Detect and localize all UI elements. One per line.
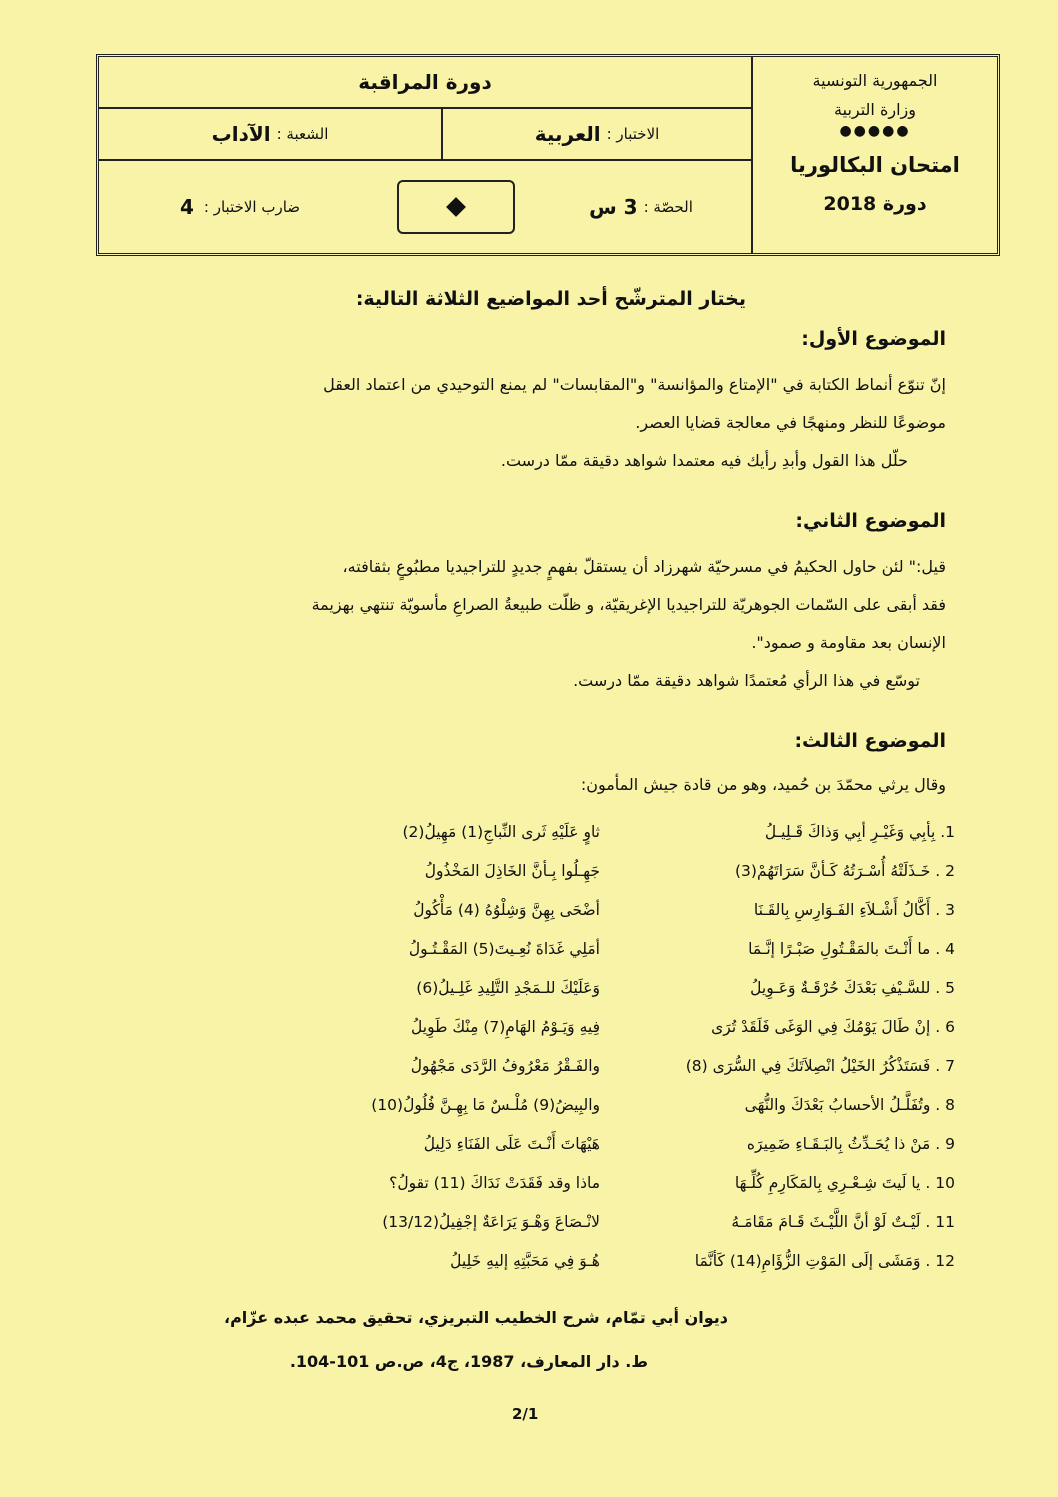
subject2-line2: فقد أبقى على السّمات الجوهريّة للتراجيديا الإغريقيّة، و ظلّت طبيعةُ الصراعِ مأسويّة تنتهي بهزيمة — [311, 595, 946, 614]
verse-sadr: 12 . وَمَشَى إلَى المَوْتِ الزُّؤَامِ(14) كَأنَّمَا — [694, 1251, 955, 1270]
branch-label: الشعبة : — [276, 125, 329, 143]
stars-decoration: ●●●●● — [839, 123, 911, 139]
republic-name: الجمهورية التونسية — [812, 71, 938, 90]
poem — [300, 812, 955, 1280]
verse-ajuz: فِيهِ وَيَـوْمُ الهَامِ(7) مِنْكَ طَوِيلُ — [411, 1017, 600, 1036]
verse — [300, 1007, 955, 1046]
verse — [300, 812, 955, 851]
verse — [300, 1046, 955, 1085]
duration-value: 3 س — [589, 195, 638, 219]
verse-ajuz: أمَلِي غَدَاةَ نُعِـيتَ(5) المَقْـتُـولُ — [408, 939, 600, 958]
coefficient-label: ضارب الاختبار : — [203, 198, 301, 216]
verse-ajuz: جَهِـلُوا بِـأنَّ الخَاذِلَ المَخْذُولُ — [424, 861, 600, 880]
subject2-task: توسّع في هذا الرأي مُعتمدًا شواهد دقيقة ممّا درست. — [573, 671, 920, 690]
duration-label: الحصّة : — [643, 198, 693, 216]
verse — [300, 1163, 955, 1202]
verse-sadr: 11 . لَيْـتٌ لَوْ أنَّ اللَّيْـثَ قَـامَ مَقَامَـهُ — [731, 1212, 955, 1231]
subject2-line1: قيل:" لئن حاول الحكيمُ في مسرحيّة شهرزاد أن يستقلّ بفهمٍ جديدٍ للتراجيديا مطبُوعٍ بثقافته، — [342, 557, 946, 576]
subject1-line2: موضوعًا للنظر ومنهجًا في معالجة قضايا العصر. — [635, 413, 946, 432]
subject1-line1: إنّ تنوّع أنماط الكتابة في "الإمتاع والمؤانسة" و"المقابسات" لم يمنع التوحيدي من اعتماد العقل — [323, 375, 946, 394]
branch-value: الآداب — [211, 122, 271, 146]
subject-value: العربية — [534, 122, 601, 146]
verse — [300, 1202, 955, 1241]
verse-sadr: 3 . أَكَّالُ أَشْـلاَءِ الفَـوَارِسِ بِالقَـنَا — [753, 900, 955, 919]
duration-cell — [531, 195, 751, 219]
verse-sadr: 8 . وتُفَلَّـلُ الأحسابُ بَعْدَكَ والنُّهَى — [744, 1095, 955, 1114]
coefficient-value: 4 — [179, 195, 194, 219]
branch-cell — [99, 109, 441, 159]
verse — [300, 929, 955, 968]
verse-ajuz: هَيْهَاتَ أَنْـتَ عَلَى الفَنَاءِ دَلِيلُ — [423, 1134, 600, 1153]
verse — [300, 1085, 955, 1124]
verse-sadr: 6 . إنْ طَالَ يَوْمُكَ فِي الوَغَى فَلَقَدْ تُرَى — [711, 1017, 955, 1036]
verse — [300, 851, 955, 890]
verse-sadr: 9 . مَنْ ذا يُحَـدِّثُ بِالبَـقَـاءِ ضَمِيرَه — [746, 1134, 955, 1153]
exam-header — [96, 54, 1000, 256]
verse — [300, 1124, 955, 1163]
verse — [300, 1241, 955, 1280]
verse-ajuz: ماذا وقد فَقَدَتْ نَدَاكَ (11) تقولُ؟ — [389, 1173, 600, 1192]
header-institution — [751, 57, 997, 253]
verse-sadr: 1. بِأبِي وَغَيْـرِ أبِي وَذاكَ قَـلِيـلُ — [764, 822, 955, 841]
verse — [300, 968, 955, 1007]
subject1-task: حلّل هذا القول وأبدِ رأيك فيه معتمدا شواهد دقيقة ممّا درست. — [500, 451, 908, 470]
instruction: يختار المترشّح أحد المواضيع الثلاثة التالية: — [355, 288, 746, 310]
subject-cell — [441, 109, 751, 159]
source-line1: ديوان أبي تمّام، شرح الخطيب التبريزي، تحقيق محمد عبده عزّام، — [224, 1308, 728, 1327]
subject3-title: الموضوع الثالث: — [794, 730, 946, 752]
verse-ajuz: وَعَلَيْكَ للـمَجْدِ التَّلِيدِ غَلِـيلُ(6) — [416, 978, 600, 997]
verse-ajuz: هُـوَ فِي مَحَبَّتِهِ إليهِ خَلِيلُ — [450, 1251, 600, 1270]
header-duration-row — [99, 161, 751, 253]
diamond-frame — [397, 180, 515, 234]
header-details — [99, 57, 751, 253]
subject1-title: الموضوع الأول: — [801, 328, 946, 350]
session-type: دورة المراقبة — [99, 57, 751, 109]
verse-sadr: 2 . خَـذَلَتْهُ أُسْـرَتُهُ كَـأنَّ سَرَاتَهُمْ(3) — [734, 861, 955, 880]
exam-name: امتحان البكالوريا — [790, 153, 960, 177]
header-subject-row — [99, 109, 751, 161]
diamond-icon — [446, 197, 466, 217]
subject2-title: الموضوع الثاني: — [795, 510, 946, 532]
verse — [300, 890, 955, 929]
verse-ajuz: ثاوٍ عَلَيْهِ ثَرى النِّباجِ(1) مَهِيلُ(2) — [402, 822, 600, 841]
verse-ajuz: لانْـصَاعَ وَهْـوَ يَرَاعَةٌ إجْفِيلُ(13/12) — [382, 1212, 600, 1231]
verse-ajuz: والبِيضُ(9) مُلْـسٌ مَا بِهِـنَّ فُلُولُ(10) — [371, 1095, 600, 1114]
ministry-name: وزارة التربية — [834, 100, 916, 119]
subject-label: الاختبار : — [606, 125, 660, 143]
subject3-intro: وقال يرثي محمّدَ بن حُميد، وهو من قادة جيش المأمون: — [580, 775, 946, 794]
verse-ajuz: والفَـقْرُ مَعْرُوفُ الرَّدَى مَجْهُولُ — [410, 1056, 600, 1075]
source-line2: ط. دار المعارف، 1987، ج4، ص.ص 101-104. — [289, 1352, 648, 1371]
verse-sadr: 10 . يا لَيتَ شِـعْـرِي بِالمَكَارِمِ كُلِّـهَا — [734, 1173, 955, 1192]
verse-ajuz: أضْحَى بِهِنَّ وَشِلْوُهُ (4) مَأْكُولُ — [413, 900, 600, 919]
diamond-cell — [381, 180, 531, 234]
coefficient-cell — [99, 195, 381, 219]
verse-sadr: 5 . للسَّـيْفِ بَعْدَكَ حُرْقَـةٌ وَعَـوِيلُ — [750, 978, 955, 997]
session-year: دورة 2018 — [823, 193, 927, 215]
verse-sadr: 4 . ما أَنْـتَ بالمَقْـتُولِ صَبْـرًا إنَّـمَا — [748, 939, 955, 958]
page-number: 2/1 — [512, 1405, 539, 1423]
verse-sadr: 7 . فَسَتَذْكُرُ الخَيْلُ انْصِلاَتَكَ فِي السُّرَى (8) — [685, 1056, 955, 1075]
subject2-line3: الإنسان بعد مقاومة و صمود". — [751, 633, 946, 652]
